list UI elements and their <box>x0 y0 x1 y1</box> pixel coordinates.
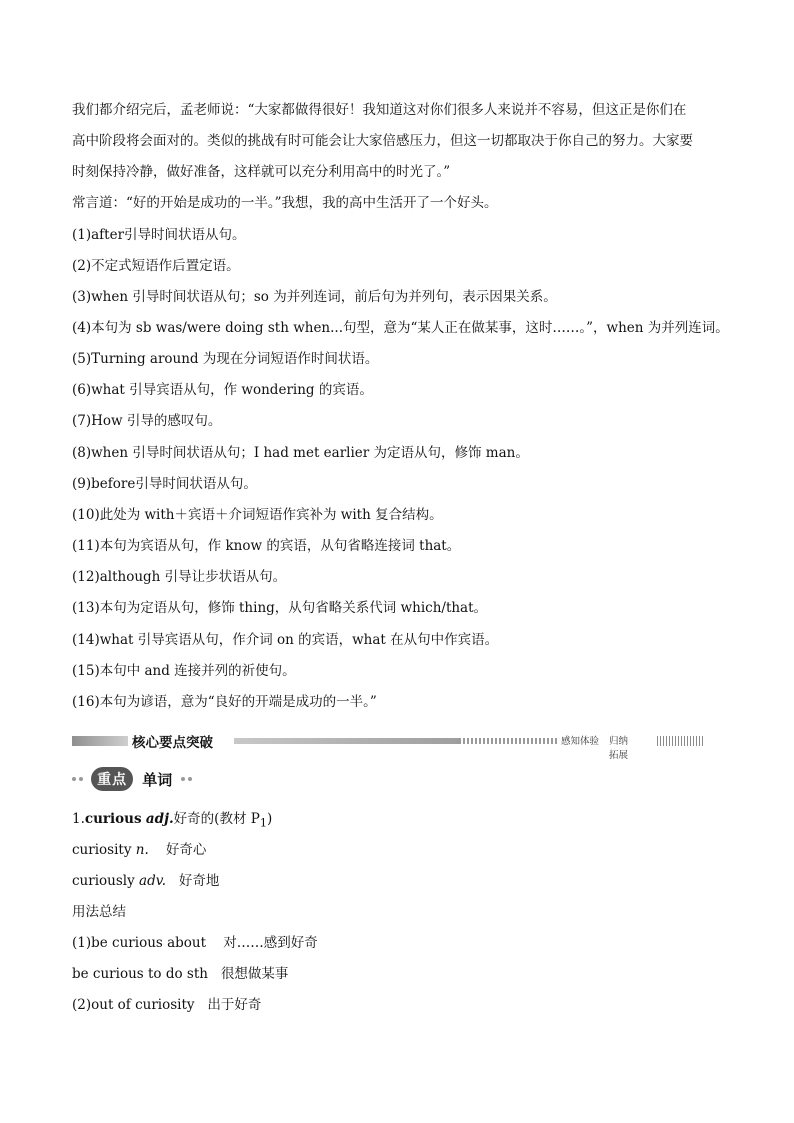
note-item: (14)what 引导宾语从句，作介词 on 的宾语，what 在从句中作宾语。 <box>72 632 499 648</box>
derivative-meaning: 好奇地 <box>178 873 220 889</box>
derivative-pos: n. <box>135 842 149 858</box>
dot-icon <box>72 777 76 781</box>
usage-phrase: be curious to do sth <box>72 966 208 982</box>
note-item: (6)what 引导宾语从句，作 wondering 的宾语。 <box>72 382 373 398</box>
usage-meaning: 出于好奇 <box>207 997 262 1013</box>
banner-tag: 归纳拓展 <box>609 736 629 761</box>
note-item: (13)本句为定语从句，修饰 thing，从句省略关系代词 which/that。 <box>72 600 488 616</box>
vocab-pos: adj. <box>145 811 174 827</box>
usage-item <box>72 995 722 1015</box>
banner-dots <box>459 738 559 744</box>
usage-item <box>72 933 722 953</box>
dot-icon <box>188 777 192 781</box>
vocab-headword-line <box>72 809 722 834</box>
derivative-meaning: 好奇心 <box>165 842 207 858</box>
usage-title: 用法总结 <box>72 904 126 920</box>
vocab-page-sub: 1 <box>259 816 267 830</box>
vocab-close: ) <box>267 811 273 827</box>
note-item: (3)when 引导时间状语从句；so 为并列连词，前后句为并列句，表示因果关系。 <box>72 289 557 305</box>
section-banner <box>72 733 632 761</box>
vocab-number: 1. <box>72 811 85 827</box>
note-item: (7)How 引导的感叹句。 <box>72 413 222 429</box>
note-item: (1)after引导时间状语从句。 <box>72 227 246 243</box>
note-item: (9)before引导时间状语从句。 <box>72 476 257 492</box>
section-heading <box>72 767 195 795</box>
derivative-line <box>72 840 722 860</box>
paragraph-line: 高中阶段将会面对的。类似的挑战有时可能会让大家倍感压力，但这一切都取决于你自己的努力。大家要 <box>72 133 693 149</box>
banner-bar-left <box>72 736 128 746</box>
banner-stripes <box>657 736 705 746</box>
vocab-meaning: 好奇的(教材 P <box>173 811 260 827</box>
note-item: (15)本句中 and 连接并列的祈使句。 <box>72 663 296 679</box>
note-item: (11)本句为宾语从句，作 know 的宾语，从句省略连接词 that。 <box>72 538 461 554</box>
section-title: 单词 <box>142 770 173 789</box>
note-item: (16)本句为谚语，意为“良好的开端是成功的一半。” <box>72 694 377 710</box>
key-badge: 重点 <box>91 767 133 791</box>
paragraph-line: 我们都介绍完后，孟老师说：“大家都做得很好！我知道这对你们很多人来说并不容易，但这正是你们在 <box>72 102 687 118</box>
banner-tag: 感知体验 <box>561 736 600 747</box>
note-item: (12)although 引导让步状语从句。 <box>72 569 287 585</box>
vocab-word: curious <box>84 811 142 827</box>
note-item: (2)不定式短语作后置定语。 <box>72 258 240 274</box>
usage-phrase: (1)be curious about <box>72 935 207 951</box>
note-item: (4)本句为 sb was/were doing sth when...句型，意为“某人正在做某事，这时……。”，when 为并列连词。 <box>72 320 729 336</box>
derivative-word: curiously <box>72 873 140 889</box>
banner-bar-middle <box>234 738 459 744</box>
paragraph-line: 时刻保持冷静，做好准备，这样就可以充分利用高中的时光了。” <box>72 164 451 180</box>
dot-icon <box>79 777 83 781</box>
paragraph-line: 常言道：“好的开始是成功的一半。”我想，我的高中生活开了一个好头。 <box>72 195 498 211</box>
note-item: (8)when 引导时间状语从句；I had met earlier 为定语从句，修饰 man。 <box>72 445 529 461</box>
derivative-word: curiosity <box>72 842 136 858</box>
note-item: (10)此处为 with＋宾语＋介词短语作宾补为 with 复合结构。 <box>72 507 443 523</box>
usage-item <box>72 964 722 984</box>
note-item: (5)Turning around 为现在分词短语作时间状语。 <box>72 351 379 367</box>
derivative-line <box>72 871 722 891</box>
dot-icon <box>181 777 185 781</box>
banner-title: 核心要点突破 <box>132 735 213 751</box>
usage-meaning: 对……感到好奇 <box>223 935 318 951</box>
usage-meaning: 很想做某事 <box>220 966 289 982</box>
derivative-pos: adv. <box>139 873 167 889</box>
usage-phrase: (2)out of curiosity <box>72 997 195 1013</box>
